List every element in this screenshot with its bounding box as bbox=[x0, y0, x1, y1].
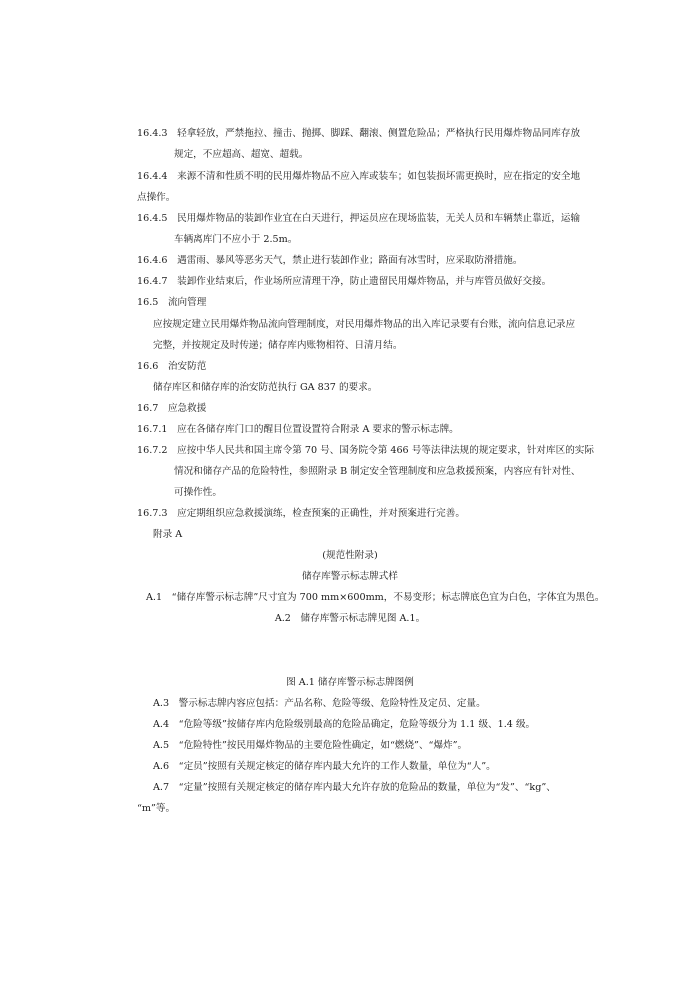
clause-a-2: A.2 储存库警示标志牌见图 A.1。 bbox=[274, 613, 426, 624]
clause-16-4-6: 16.4.6 遇雷雨、暴风等恶劣天气，禁止进行装卸作业；路面有冰雪时，应采取防滑措施。 bbox=[137, 255, 523, 266]
clause-16-7-3: 16.7.3 应定期组织应急救援演练，检查预案的正确性，并对预案进行完善。 bbox=[137, 508, 465, 519]
clause-a-5: A.5 “危险特性”按民用爆炸物品的主要危险性确定，如“燃烧”、“爆炸”。 bbox=[153, 740, 468, 751]
appendix-a-label: 附录 A bbox=[153, 529, 183, 540]
clause-a-6: A.6 “定员”按照有关规定核定的储存库内最大允许的工作人数量，单位为“人”。 bbox=[153, 761, 496, 772]
figure-a-1-caption: 图 A.1 储存库警示标志牌图例 bbox=[286, 677, 414, 688]
section-16-6-body: 储存库区和储存库的治安防范执行 GA 837 的要求。 bbox=[153, 382, 378, 393]
clause-16-4-3-cont: 规定，不应超高、超宽、超载。 bbox=[174, 149, 309, 160]
clause-a-4: A.4 “危险等级”按储存库内危险级别最高的危险品确定，危险等级分为 1.1 级、1.4 级。 bbox=[153, 719, 536, 730]
section-16-5-body: 应按规定建立民用爆炸物品流向管理制度，对民用爆炸物品的出入库记录要有台账，流向信息记录应 bbox=[153, 319, 576, 330]
clause-16-4-4-cont: 点操作。 bbox=[137, 192, 176, 203]
clause-16-7-1: 16.7.1 应在各储存库门口的醒目位置设置符合附录 A 要求的警示标志牌。 bbox=[137, 424, 459, 435]
clause-16-7-2: 16.7.2 应按中华人民共和国主席令第 70 号、国务院令第 466 号等法律法规的规定要求，针对库区的实际 bbox=[137, 445, 594, 456]
clause-16-4-5: 16.4.5 民用爆炸物品的装卸作业宜在白天进行，押运员应在现场监装，无关人员和车辆禁止靠近，运输 bbox=[137, 213, 581, 224]
clause-16-7-2-cont: 情况和储存产品的危险特性，参照附录 B 制定安全管理制度和应急救援预案，内容应有针对性、 bbox=[174, 466, 581, 477]
clause-a-3: A.3 警示标志牌内容应包括：产品名称、危险等级、危险特性及定员、定量。 bbox=[153, 698, 486, 709]
section-16-5-body-cont: 完整，并按规定及时传递；储存库内账物相符、日清月结。 bbox=[153, 340, 403, 351]
section-16-7-heading: 16.7 应急救援 bbox=[137, 403, 207, 414]
section-16-6-heading: 16.6 治安防范 bbox=[137, 361, 207, 372]
clause-a-7-cont: “m”等。 bbox=[137, 803, 176, 814]
clause-16-4-4: 16.4.4 来源不清和性质不明的民用爆炸物品不应入库或装车；如包装损坏需更换时，应在指定的安全地 bbox=[137, 171, 581, 182]
clause-16-4-5-cont: 车辆离库门不应小于 2.5m。 bbox=[174, 234, 298, 245]
clause-a-1: A.1 “储存库警示标志牌”尺寸宜为 700 mm×600mm，不易变形；标志牌底色宜为白色，字体宜为黑色。 bbox=[146, 592, 605, 603]
appendix-type: (规范性附录) bbox=[322, 550, 378, 561]
section-16-5-heading: 16.5 流向管理 bbox=[137, 297, 207, 308]
clause-16-4-7: 16.4.7 装卸作业结束后，作业场所应清理干净，防止遗留民用爆炸物品，并与库管员做好交接。 bbox=[137, 276, 552, 287]
appendix-title: 储存库警示标志牌式样 bbox=[302, 571, 398, 582]
clause-a-7: A.7 “定量”按照有关规定核定的储存库内最大允许存放的危险品的数量，单位为“发”、“kg”、 bbox=[153, 782, 556, 793]
clause-16-4-3: 16.4.3 轻拿轻放，严禁拖拉、撞击、抛掷、脚踩、翻滚、侧置危险品；严格执行民用爆炸物品同库存放 bbox=[137, 128, 581, 139]
clause-16-7-2-cont2: 可操作性。 bbox=[174, 487, 222, 498]
